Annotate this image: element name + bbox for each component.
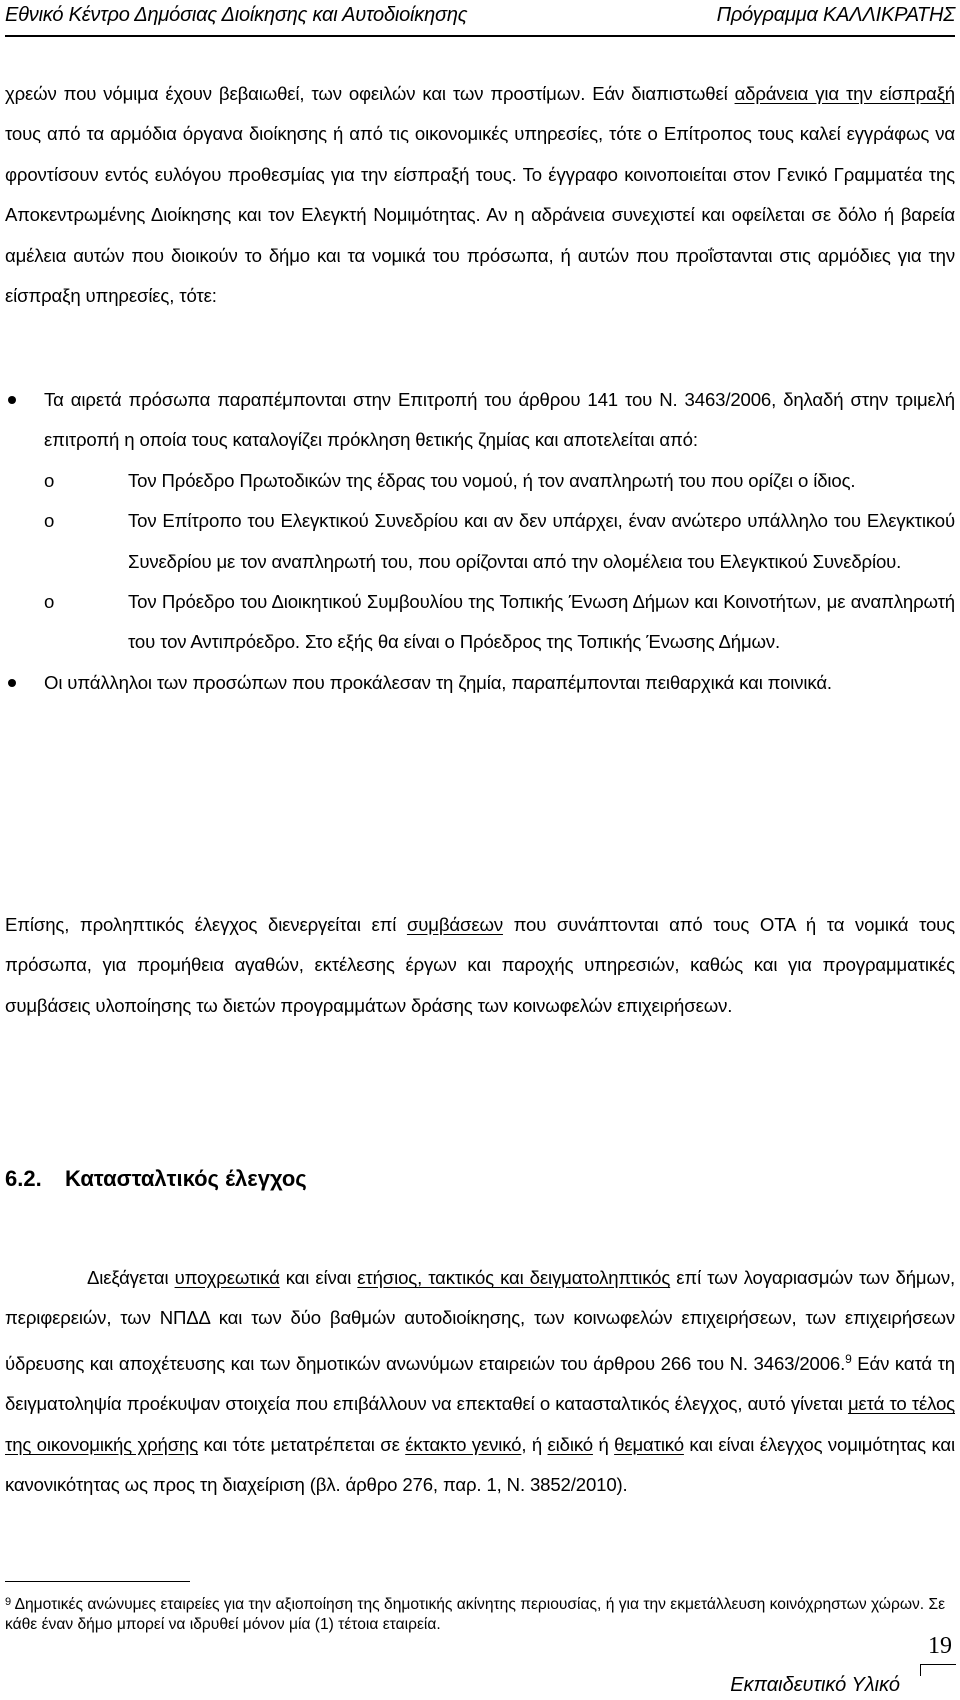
text-run: επί των λογαριασμών των δήμων, περιφερειών, των ΝΠΔΔ και των δύο βαθμών αυτοδιοίκησης, των κοινωφελών επιχειρήσεων, των επιχειρήσεων ύδρευσης και αποχέτευσης και των δημοτικών ανωνύμων εταιρειών του άρθρου 266 του Ν. 3463/2006. — [5, 1267, 956, 1374]
text-run: Διεξάγεται — [87, 1267, 175, 1288]
text-run: ή — [592, 1433, 615, 1455]
list-item-text: Οι υπάλληλοι των προσώπων που προκάλεσαν τη ζημία, παραπέμπονται πειθαρχικά και ποινικά. — [44, 671, 832, 693]
page-number: 19 — [928, 1633, 952, 1659]
page-number-frame — [920, 1664, 956, 1665]
text-run: και είναι — [279, 1267, 358, 1288]
list-item-text: Τον Επίτροπο του Ελεγκτικού Συνεδρίου και αν δεν υπάρχει, έναν ανώτερο υπάλληλο του Ελεγκτικού Συνεδρίου με τον αναπληρωτή του, που ορίζονται από την ολομέλεια του Ελεγκτικού Συνεδρίου. — [128, 510, 955, 572]
bullet-circle-icon: o — [44, 469, 55, 491]
text-run: και τότε μετατρέπεται σε — [198, 1433, 406, 1455]
bullet-dot-icon — [8, 396, 16, 404]
footnote-reference[interactable]: 9 — [845, 1351, 852, 1366]
list-item-text: Τον Πρόεδρο Πρωτοδικών της έδρας του νομού, ή τον αναπληρωτή του που ορίζει ο ίδιος. — [128, 469, 856, 491]
paragraph-preventive-control — [5, 905, 955, 1026]
underlined-phrase: θεματικό — [614, 1433, 684, 1455]
underlined-phrase: έκτακτο γενικό — [405, 1433, 522, 1455]
underlined-phrase: ετήσιος, τακτικός και δειγματοληπτικός — [357, 1267, 671, 1288]
list-item-text: Τα αιρετά πρόσωπα παραπέμπονται στην Επιτροπή του άρθρου 141 του Ν. 3463/2006, δηλαδή στην τριμελή επιτροπή η οποία τους καταλογίζει πρόκληση θετικής ζημίας και αποτελείται από: — [44, 389, 955, 451]
page-footer: Εκπαιδευτικό Υλικό — [730, 1674, 900, 1696]
footnote-separator — [5, 1581, 190, 1582]
footnote-text: Δημοτικές ανώνυμες εταιρείες για την αξιοποίηση της δημοτικής ακίνητης περιουσίας, ή για την εκμετάλλευση κοινόχρηστων χώρων. Σε κάθε έναν δήμο μπορεί να ιδρυθεί μόνον μία (1) τέτοια εταιρεία. — [5, 1596, 946, 1633]
section-number: 6.2. — [5, 1166, 42, 1191]
sublist-item-union-president — [5, 582, 955, 663]
sublist-item-court-president — [5, 461, 955, 501]
bullet-circle-icon: o — [44, 591, 55, 613]
list-item-employees — [5, 663, 955, 703]
text-run: που συνάπτονται από τους ΟΤΑ ή τα νομικά τους πρόσωπα, για προμήθεια αγαθών, εκτέλεσης έργων και παροχής υπηρεσιών, καθώς και για προγραμματικές συμβάσεις υλοποίησης τω διετών προγραμμάτων δράσης των κοινωφελών επιχειρήσεων. — [5, 914, 955, 1016]
section-heading — [5, 1166, 307, 1192]
underlined-phrase: συμβάσεων — [406, 914, 503, 935]
paragraph-collection-inaction — [5, 74, 955, 316]
text-run: χρεών που νόμιμα έχουν βεβαιωθεί, των οφειλών και των προστίμων. Εάν διαπιστωθεί — [5, 83, 735, 104]
underlined-phrase: μετά το τέλος της οικονομικής χρήσης — [5, 1393, 955, 1455]
list-item-elected-persons — [5, 380, 955, 461]
underlined-phrase: αδράνεια για την είσπραξή — [734, 83, 955, 104]
bullet-circle-icon: o — [44, 510, 55, 532]
bullet-list — [5, 380, 955, 703]
text-run: , ή — [521, 1433, 548, 1455]
text-run: Εάν κατά τη δειγματοληψία προέκυψαν στοιχεία που επιβάλλουν να επεκταθεί ο κατασταλτικός έλεγχος, αυτό γίνεται — [5, 1353, 956, 1415]
page-header — [5, 4, 955, 27]
text-run: Επίσης, προληπτικός έλεγχος διενεργείται επί — [5, 914, 407, 935]
text-run: και είναι έλεγχος νομιμότητας και κανονικότητας ως προς τη διαχείριση (βλ. άρθρο 276, παρ. 1, Ν. 3852/2010). — [5, 1433, 955, 1496]
bullet-dot-icon — [8, 679, 16, 687]
underlined-phrase: υποχρεωτικά — [174, 1267, 280, 1288]
footnote-number: 9 — [5, 1596, 12, 1608]
underlined-phrase: ειδικό — [547, 1433, 593, 1455]
text-run: τους από τα αρμόδια όργανα διοίκησης ή από τις οικονομικές υπηρεσίες, τότε ο Επίτροπος τους καλεί εγγράφως να φροντίσουν εντός ευλόγου προθεσμίας για την είσπραξή τους. Το έγγραφο κοινοποιείται στον Γενικό Γραμματέα της Αποκεντρωμένης Διοίκησης και τον Ελεγκτή Νομιμότητας. Αν η αδράνεια συνεχιστεί και οφείλεται σε δόλο ή βαρεία αμέλεια αυτών που διοικούν το δήμο και τα νομικά του πρόσωπα, ή αυτών που προΐστανται στις αρμόδιες για την είσπραξη υπηρεσίες, τότε: — [5, 123, 955, 307]
section-title: Κατασταλτικός έλεγχος — [65, 1166, 307, 1191]
list-item-text: Τον Πρόεδρο του Διοικητικού Συμβουλίου της Τοπικής Ένωση Δήμων και Κοινοτήτων, με αναπληρωτή του τον Αντιπρόεδρο. Στο εξής θα είναι ο Πρόεδρος της Τοπικής Ένωσης Δήμων. — [128, 591, 955, 653]
paragraph-repressive-control — [5, 1258, 955, 1506]
footnote — [5, 1592, 955, 1635]
sublist-item-commissioner — [5, 501, 955, 582]
header-program: Πρόγραμμα ΚΑΛΛΙΚΡΑΤΗΣ — [716, 4, 955, 26]
header-organization: Εθνικό Κέντρο Δημόσιας Διοίκησης και Αυτοδιοίκησης — [5, 4, 468, 26]
page-number-frame-side — [920, 1664, 921, 1676]
header-rule — [5, 35, 955, 37]
